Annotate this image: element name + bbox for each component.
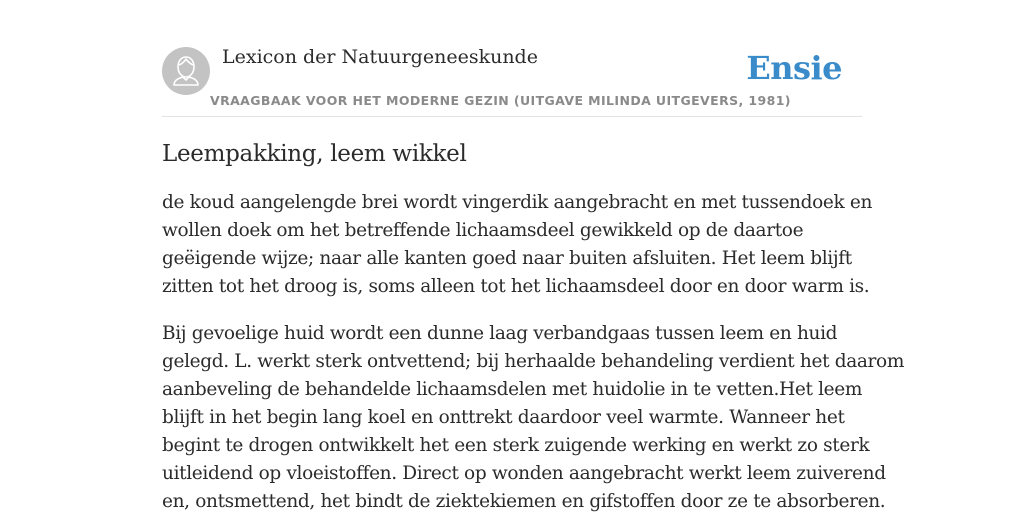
source-header (162, 0, 862, 117)
source-title[interactable]: Lexicon der Natuurgeneeskunde (222, 46, 538, 68)
text-line: Bij gevoelige huid wordt een dunne laag verbandgaas tussen leem en huid (162, 323, 838, 344)
text-line: wollen doek om het betreffende lichaamsdeel gewikkeld op de daartoe (162, 220, 804, 241)
text-line: begint te drogen ontwikkelt het een sterk zuigende werking en werkt zo sterk (162, 435, 870, 456)
text-line: zitten tot het droog is, soms alleen tot het lichaamsdeel door en door warm is. (162, 276, 870, 297)
entry-body (162, 189, 905, 516)
text-line: blijft in het begin lang koel en onttrekt daardoor veel warmte. Wanneer het (162, 407, 845, 428)
entry-paragraph (162, 320, 905, 516)
entry-title: Leempakking, leem wikkel (162, 141, 467, 167)
entry-paragraph (162, 189, 873, 301)
text-line: de koud aangelengde brei wordt vingerdik aangebracht en met tussendoek en (162, 192, 873, 213)
text-line: geëigende wijze; naar alle kanten goed naar buiten afsluiten. Het leem blijft (162, 248, 852, 269)
brand-logo-link[interactable]: Ensie (746, 49, 842, 87)
text-line: en, ontsmettend, het bindt de ziektekiemen en gifstoffen door ze te absorberen. (162, 491, 886, 512)
text-line: gelegd. L. werkt sterk ontvettend; bij herhaalde behandeling verdient het daarom (162, 351, 905, 372)
source-subtitle: VRAAGBAAK VOOR HET MODERNE GEZIN (UITGAVE MILINDA UITGEVERS, 1981) (210, 93, 791, 108)
text-line: uitleidend op vloeistoffen. Direct op wonden aangebracht werkt leem zuiverend (162, 463, 886, 484)
page (162, 0, 905, 516)
text-line: aanbeveling de behandelde lichaamsdelen met huidolie in te vetten.Het leem (162, 379, 863, 400)
user-avatar-icon[interactable] (162, 47, 210, 95)
